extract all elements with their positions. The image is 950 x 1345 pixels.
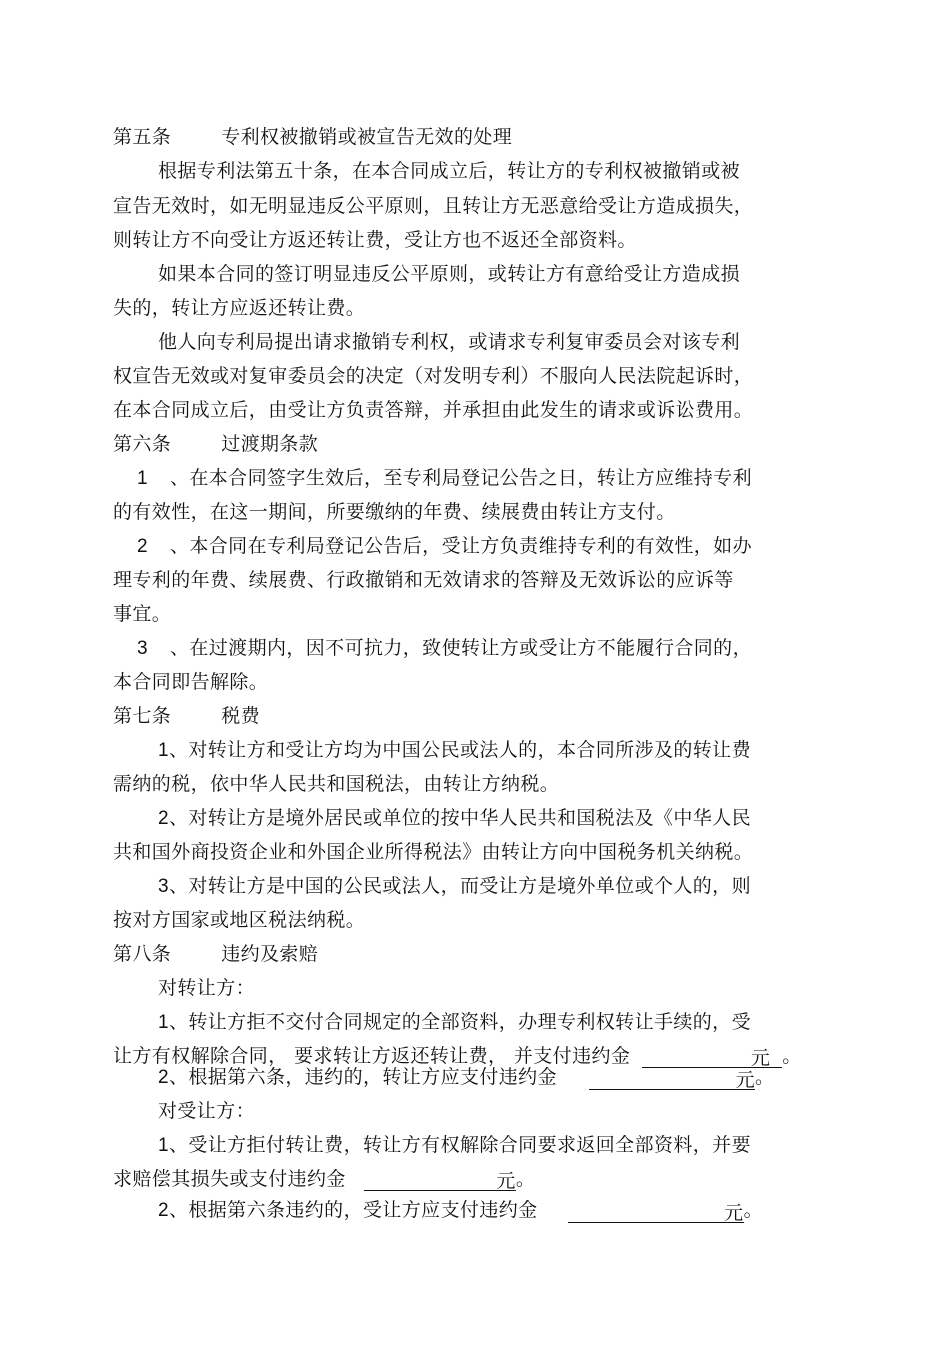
penalty-unit: 元 [496,1170,516,1192]
article-6-item-2-text: 、本合同在专利局登记公告后，受让方负责维持专利的有效性，如办 [169,535,752,557]
transferee-item-2-number: 2 [158,1200,169,1221]
article-7-title: 税费 [221,705,261,727]
article-7-item-1-line-1 [158,738,751,763]
article-5-paragraph-3-line-3: 在本合同成立后，由受让方负责答辩，并承担由此发生的请求或诉讼费用。 [113,399,754,421]
article-6-item-1-line-1 [137,466,752,491]
to-transferee-label: 对受让方： [158,1100,256,1122]
sentence-end: 。 [515,1168,536,1190]
article-8-title: 违约及索赔 [221,943,319,965]
article-6-number: 第六条 [113,433,172,455]
article-7-item-2-text: 、对转让方是境外居民或单位的按中华人民共和国税法及《中华人民 [168,807,751,829]
sentence-end: 。 [743,1199,763,1221]
article-7-heading [113,704,260,728]
article-5-paragraph-3-line-2: 权宣告无效或对复审委员会的决定（对发明专利）不服向人民法院起诉时， [113,365,754,387]
article-7-item-2-line-1 [158,806,751,831]
article-6-item-1-line-2: 的有效性，在这一期间，所要缴纳的年费、续展费由转让方支付。 [113,501,676,523]
article-7-item-2-number: 2 [158,808,169,829]
article-6-item-3-line-2: 本合同即告解除。 [113,671,269,693]
penalty-unit: 元 [750,1047,771,1069]
article-8-heading [113,942,318,966]
article-6-item-2-line-3: 事宜。 [113,603,172,625]
article-6-item-2-line-2: 理专利的年费、续展费、行政撤销和无效请求的答辩及无效诉讼的应诉等 [113,569,734,591]
penalty-amount-blank-4[interactable] [568,1201,744,1223]
article-7-item-3-line-2: 按对方国家或地区税法纳税。 [113,909,366,931]
penalty-amount-blank-3[interactable] [364,1169,516,1191]
article-7-number: 第七条 [113,705,172,727]
sentence-end: 。 [754,1066,775,1088]
transferee-item-1-text-2: 求赔偿其损失或支付违约金 [113,1168,346,1190]
article-8-number: 第八条 [113,943,172,965]
article-5-title: 专利权被撤销或被宣告无效的处理 [221,126,513,148]
article-7-item-1-line-2: 需纳的税，依中华人民共和国税法，由转让方纳税。 [113,773,560,795]
transferee-item-2-line-1 [158,1198,763,1223]
article-5-paragraph-2-line-2: 失的，转让方应返还转让费。 [113,297,366,319]
article-6-item-2-line-1 [137,534,752,559]
article-6-heading [113,432,318,456]
article-5-paragraph-1-line-1: 根据专利法第五十条，在本合同成立后，转让方的专利权被撤销或被 [158,160,741,182]
transferor-item-1-line-1 [158,1010,751,1035]
article-6-item-2-number: 2 [137,536,148,557]
transferee-item-1-line-1 [158,1133,751,1158]
article-7-item-3-line-1 [158,874,751,899]
article-5-paragraph-3-line-1: 他人向专利局提出请求撤销专利权，或请求专利复审委员会对该专利 [158,331,741,353]
penalty-unit: 元 [724,1202,744,1224]
transferee-item-1-number: 1 [158,1135,169,1156]
article-7-item-2-line-2: 共和国外商投资企业和外国企业所得税法》由转让方向中国税务机关纳税。 [113,841,754,863]
article-6-item-1-text: 、在本合同签字生效后，至专利局登记公告之日，转让方应维持专利 [169,467,752,489]
article-7-item-3-text: 、对转让方是中国的公民或法人，而受让方是境外单位或个人的，则 [168,875,751,897]
transferor-item-1-text-2: 让方有权解除合同， 要求转让方返还转让费， 并支付违约金 [113,1045,631,1067]
transferee-item-2-text: 、根据第六条违约的，受让方应支付违约金 [168,1199,538,1221]
article-6-item-3-line-1 [137,636,752,661]
article-6-title: 过渡期条款 [221,433,319,455]
article-5-heading [113,125,512,149]
article-5-paragraph-1-line-3: 则转让方不向受让方返还转让费，受让方也不返还全部资料。 [113,229,637,251]
article-7-item-3-number: 3 [158,876,169,897]
transferor-item-2-number: 2 [158,1067,169,1088]
article-7-item-1-text: 、对转让方和受让方均为中国公民或法人的，本合同所涉及的转让费 [168,739,751,761]
article-6-item-3-text: 、在过渡期内，因不可抗力，致使转让方或受让方不能履行合同的， [169,637,752,659]
transferor-item-2-line-1 [158,1065,774,1090]
article-6-item-1-number: 1 [137,468,148,489]
transferor-item-1-number: 1 [158,1012,169,1033]
transferee-item-1-line-2 [113,1167,535,1191]
article-7-item-1-number: 1 [158,740,169,761]
transferee-item-1-text: 、受让方拒付转让费，转让方有权解除合同要求返回全部资料，并要 [168,1134,751,1156]
article-6-item-3-number: 3 [137,638,148,659]
sentence-end: 。 [782,1045,802,1067]
transferor-item-1-text: 、转让方拒不交付合同规定的全部资料，办理专利权转让手续的，受 [168,1011,751,1033]
transferor-item-2-text: 、根据第六条，违约的，转让方应支付违约金 [168,1066,557,1088]
article-5-paragraph-2-line-1: 如果本合同的签订明显违反公平原则，或转让方有意给受让方造成损 [158,263,741,285]
article-5-paragraph-1-line-2: 宣告无效时，如无明显违反公平原则，且转让方无恶意给受让方造成损失， [113,195,754,217]
penalty-amount-blank-2[interactable] [589,1068,755,1090]
article-5-number: 第五条 [113,126,172,148]
penalty-unit: 元 [735,1069,755,1091]
to-transferor-label: 对转让方： [158,977,256,999]
